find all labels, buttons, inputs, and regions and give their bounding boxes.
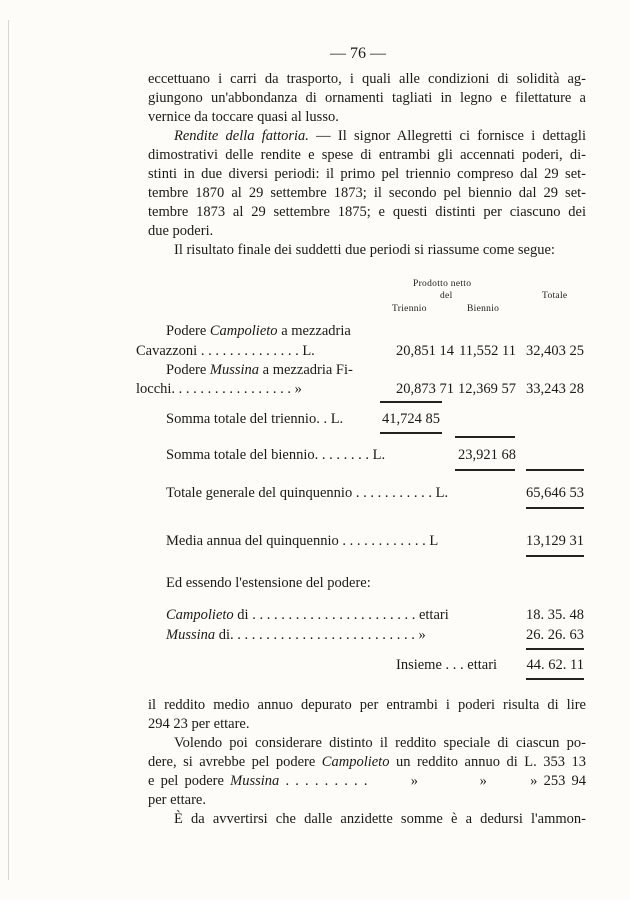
text-line: — Il signor Allegretti ci fornisce i dettagli bbox=[308, 128, 586, 144]
text-line: tembre 1873 al 29 settembre 1875; e questi distinti per ciascuno dei bbox=[148, 204, 586, 220]
row-campolieto-label bbox=[166, 322, 351, 341]
label-text: un reddito annuo di L. 353 13 bbox=[389, 754, 586, 770]
podere-name: Campolieto bbox=[209, 323, 278, 339]
media-annua-label: Media annua del quinquennio . . . . . . . . . . . . L bbox=[166, 533, 439, 549]
text-line: È da avvertirsi che dalle anzidette somme è a dedursi l'ammon- bbox=[174, 811, 586, 827]
text-line: per ettare. bbox=[148, 792, 206, 808]
label-text: di . . . . . . . . . . . . . . . . . . . . . . . ettari bbox=[233, 607, 449, 623]
estensione-campolieto bbox=[166, 606, 449, 625]
somma-triennio-label: Somma totale del triennio. . L. bbox=[166, 411, 344, 427]
podere-name: Mussina bbox=[209, 362, 260, 378]
intro-paragraph bbox=[148, 70, 586, 127]
totale-quinquennio-label: Totale generale del quinquennio . . . . . . . . . . . L. bbox=[166, 485, 449, 501]
insieme-label: Insieme . . . ettari bbox=[396, 657, 498, 673]
label-text: di. . . . . . . . . . . . . . . . . . . . . . . . . . » bbox=[215, 627, 426, 643]
row-campolieto-triennio: 20,851 14 bbox=[396, 343, 454, 359]
podere-name: Campolieto bbox=[321, 754, 390, 770]
header-totale: Totale bbox=[542, 291, 568, 301]
page-number: — 76 — bbox=[330, 45, 386, 62]
rule-totale bbox=[526, 469, 584, 471]
estensione-campolieto-value: 18. 35. 48 bbox=[526, 607, 584, 623]
podere-name: Campolieto bbox=[166, 607, 234, 623]
text-line: eccettuano i carri da trasporto, i quali alle condizioni di solidità ag- bbox=[148, 71, 586, 87]
text-line-mussina bbox=[148, 772, 586, 791]
closing-paragraph bbox=[148, 696, 586, 829]
rule-under-media bbox=[526, 555, 584, 557]
row-campolieto-biennio: 11,552 11 bbox=[459, 343, 516, 359]
rule-under-triennio-sum bbox=[380, 432, 442, 434]
somma-biennio-label: Somma totale del biennio. . . . . . . . L. bbox=[166, 447, 386, 463]
row-mussina-triennio: 20,873 71 bbox=[396, 381, 454, 397]
text-line: giungono un'abbondanza di ornamenti tagliati in legno e filettature a bbox=[148, 90, 586, 106]
header-biennio: Biennio bbox=[467, 304, 500, 314]
text-line: il reddito medio annuo depurato per entrambi i poderi risulta di lire bbox=[148, 697, 586, 713]
text-line: vernice da toccare quasi al lusso. bbox=[148, 109, 339, 125]
totale-quinquennio-value: 65,646 53 bbox=[526, 485, 584, 501]
text-line: tembre 1870 al 29 settembre 1873; il secondo pel biennio dal 29 set- bbox=[148, 185, 586, 201]
text-line: 294 23 per ettare. bbox=[148, 716, 250, 732]
label-text: e pel podere bbox=[148, 773, 231, 789]
estensione-mussina bbox=[166, 626, 426, 645]
header-triennio: Triennio bbox=[392, 304, 427, 314]
text-line: dimostrativi delle rendite e spese di entrambi gli accennati poderi, di- bbox=[148, 147, 586, 163]
insieme-value: 44. 62. 11 bbox=[526, 657, 584, 673]
label-text: . . . . . . . . . » » » 253 94 bbox=[279, 773, 586, 789]
row-mussina-label bbox=[166, 361, 353, 380]
label-text: Podere bbox=[166, 362, 210, 378]
section-title: Rendite della fattoria. bbox=[174, 128, 309, 144]
rule-biennio bbox=[455, 436, 515, 438]
label-text: dere, si avrebbe pel podere bbox=[148, 754, 322, 770]
label-text: a mezzadria Fi- bbox=[259, 362, 353, 378]
header-del: del bbox=[440, 291, 453, 301]
text-line-campolieto bbox=[148, 753, 586, 772]
text-line: stinti in due diversi periodi: il primo pel triennio compreso dal 29 set- bbox=[148, 166, 586, 182]
label-text: Podere bbox=[166, 323, 210, 339]
estensione-intro: Ed essendo l'estensione del podere: bbox=[166, 575, 371, 591]
section-paragraph bbox=[148, 127, 586, 260]
podere-name: Mussina bbox=[230, 773, 280, 789]
summary-line: Il risultato finale dei suddetti due periodi si riassume come segue: bbox=[174, 242, 555, 258]
media-annua-value: 13,129 31 bbox=[526, 533, 584, 549]
rule-triennio bbox=[380, 401, 442, 403]
rule-under-insieme bbox=[526, 678, 584, 680]
somma-biennio-value: 23,921 68 bbox=[458, 447, 516, 463]
text-line: Volendo poi considerare distinto il reddito speciale di ciascun po- bbox=[174, 735, 586, 751]
row-campolieto-cont: Cavazzoni . . . . . . . . . . . . . . L. bbox=[136, 343, 315, 359]
somma-triennio-value: 41,724 85 bbox=[382, 411, 440, 427]
label-text: a mezzadria bbox=[277, 323, 351, 339]
text-line: due poderi. bbox=[148, 223, 214, 239]
rule-estensione bbox=[526, 648, 584, 650]
rule-under-biennio-sum bbox=[455, 469, 515, 471]
row-mussina-cont: locchi. . . . . . . . . . . . . . . . . » bbox=[136, 381, 302, 397]
section-first-line bbox=[148, 127, 586, 146]
header-prodotto-netto: Prodotto netto bbox=[413, 279, 472, 289]
rule-under-totale bbox=[526, 507, 584, 509]
row-mussina-totale: 33,243 28 bbox=[526, 381, 584, 397]
row-mussina-biennio: 12,369 57 bbox=[458, 381, 516, 397]
podere-name: Mussina bbox=[166, 627, 216, 643]
estensione-mussina-value: 26. 26. 63 bbox=[526, 627, 584, 643]
row-campolieto-totale: 32,403 25 bbox=[526, 343, 584, 359]
scan-edge-mark bbox=[8, 20, 9, 880]
